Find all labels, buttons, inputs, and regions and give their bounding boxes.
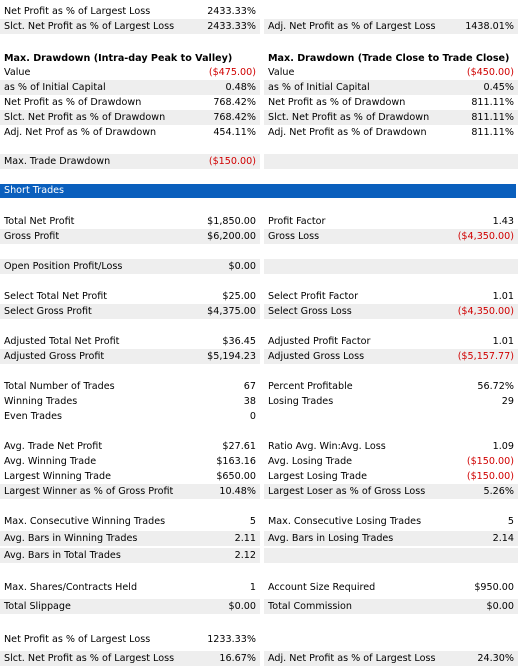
section-header-short-trades [0,184,516,198]
metric-label: Slct. Net Profit as % of Drawdown [268,112,430,123]
metric-value: 811.11% [471,97,514,108]
metric-value: 67 [243,381,256,392]
metric-left-cell [0,394,260,409]
metric-row [0,19,518,34]
metric-label: Adjusted Profit Factor [268,336,371,347]
metric-right-cell [264,110,518,125]
metric-label: Total Number of Trades [4,381,115,392]
metric-value: $36.45 [222,336,256,347]
metric-label: Total Commission [268,601,352,612]
metric-right-cell [264,65,518,80]
metric-value: 2.11 [234,533,256,544]
metric-value: 16.67% [219,653,256,664]
metric-value: ($150.00) [208,156,256,167]
metric-right-cell [264,469,518,484]
metric-label: Largest Loser as % of Gross Loss [268,486,426,497]
metric-row [0,599,518,614]
metric-row [0,304,518,319]
metric-left-cell [0,154,260,169]
metric-left-cell [0,125,260,140]
metric-value: 56.72% [477,381,514,392]
metric-right-cell [264,289,518,304]
metric-value: $1,850.00 [207,216,256,227]
metric-left-cell [0,379,260,394]
metric-label: Value [268,67,295,78]
metric-right-cell [264,632,518,647]
metric-left-cell [0,469,260,484]
metric-left-cell [0,484,260,499]
metric-left-cell [0,439,260,454]
metric-left-cell [0,19,260,34]
metric-row [0,154,518,169]
metric-right-cell [264,19,518,34]
metric-row [0,95,518,110]
metric-right-cell [264,548,518,563]
metric-left-cell [0,454,260,469]
metric-value: $25.00 [222,291,256,302]
metric-row [0,214,518,229]
metric-left-cell [0,409,260,424]
metric-row [0,4,518,19]
metric-value: $163.16 [216,456,256,467]
metric-right-cell [264,125,518,140]
metric-row [0,125,518,140]
metric-label: Largest Winning Trade [4,471,112,482]
metric-label: Largest Losing Trade [268,471,367,482]
metric-value: 768.42% [213,97,256,108]
metric-right-cell [264,454,518,469]
metric-value: $650.00 [216,471,256,482]
metric-value: 0 [249,411,256,422]
metric-value: $5,194.23 [207,351,256,362]
metric-row [0,632,518,647]
metric-label: Avg. Winning Trade [4,456,97,467]
metric-row [0,439,518,454]
metric-label: Avg. Bars in Losing Trades [268,533,394,544]
metric-label: Adj. Net Profit as % of Drawdown [268,127,427,138]
drawdown-intraday-title: Max. Drawdown (Intra-day Peak to Valley) [4,53,233,64]
metric-label: Slct. Net Profit as % of Largest Loss [4,653,175,664]
metric-row [0,65,518,80]
metric-value: 5.26% [483,486,514,497]
metric-label: Net Profit as % of Largest Loss [4,634,151,645]
metric-label: as % of Initial Capital [4,82,106,93]
metric-value: 811.11% [471,127,514,138]
metric-right-cell [264,214,518,229]
metric-left-cell [0,289,260,304]
metric-row [0,531,518,546]
metric-value: 768.42% [213,112,256,123]
metric-label: Open Position Profit/Loss [4,261,123,272]
metric-label: Max. Consecutive Winning Trades [4,516,166,527]
metric-left-cell [0,651,260,666]
metric-value: ($150.00) [466,471,514,482]
metric-left-cell [0,531,260,546]
metric-right-cell [264,580,518,595]
metric-value: ($450.00) [466,67,514,78]
metric-label: Gross Profit [4,231,60,242]
metric-value: 1.09 [492,441,514,452]
metric-value: 811.11% [471,112,514,123]
metric-row [0,80,518,95]
metric-label: Adj. Net Prof as % of Drawdown [4,127,157,138]
metric-left-cell [0,110,260,125]
metric-value: ($475.00) [208,67,256,78]
metric-label: Even Trades [4,411,63,422]
metric-row [0,409,518,424]
metric-value: 5 [507,516,514,527]
metric-right-cell [264,229,518,244]
metric-left-cell [0,334,260,349]
metric-right-cell [264,95,518,110]
metric-label: Avg. Losing Trade [268,456,353,467]
metric-left-cell [0,514,260,529]
metric-value: 2433.33% [207,6,256,17]
metric-label: Max. Consecutive Losing Trades [268,516,422,527]
metric-value: 1438.01% [465,21,514,32]
metric-value: 29 [501,396,514,407]
metric-label: Ratio Avg. Win:Avg. Loss [268,441,386,452]
metric-label: Adjusted Gross Loss [268,351,365,362]
metric-right-cell [264,514,518,529]
metric-value: 2433.33% [207,21,256,32]
metric-label: Select Profit Factor [268,291,359,302]
metric-label: Adj. Net Profit as % of Largest Loss [268,653,436,664]
metric-left-cell [0,214,260,229]
metric-label: Avg. Bars in Winning Trades [4,533,138,544]
metric-right-cell [264,80,518,95]
metric-label: Select Total Net Profit [4,291,108,302]
metric-label: Adjusted Gross Profit [4,351,105,362]
metric-value: $0.00 [228,261,256,272]
metric-label: Max. Trade Drawdown [4,156,111,167]
metric-label: Winning Trades [4,396,78,407]
metric-row [0,229,518,244]
metric-right-cell [264,484,518,499]
metric-value: $6,200.00 [207,231,256,242]
metric-value: 24.30% [477,653,514,664]
metric-left-cell [0,304,260,319]
metric-right-cell [264,379,518,394]
metric-left-cell [0,259,260,274]
metric-label: Adj. Net Profit as % of Largest Loss [268,21,436,32]
metric-left-cell [0,632,260,647]
metric-right-cell [264,334,518,349]
metric-row [0,454,518,469]
metric-label: Gross Loss [268,231,320,242]
metric-value: $0.00 [228,601,256,612]
metric-row [0,580,518,595]
metric-label: Adjusted Total Net Profit [4,336,120,347]
metric-value: $950.00 [474,582,514,593]
metric-right-cell [264,531,518,546]
metric-row [0,469,518,484]
metric-right-cell [264,651,518,666]
metric-right-cell [264,4,518,19]
metric-left-cell [0,349,260,364]
metric-value: 0.45% [483,82,514,93]
metric-label: Select Gross Profit [4,306,92,317]
metric-label: Select Gross Loss [268,306,352,317]
metric-value: ($5,157.77) [457,351,514,362]
metric-value: 1.01 [492,291,514,302]
metric-right-cell [264,259,518,274]
metric-label: Avg. Trade Net Profit [4,441,103,452]
metric-label: Slct. Net Profit as % of Drawdown [4,112,166,123]
metric-left-cell [0,4,260,19]
metric-right-cell [264,304,518,319]
metric-label: as % of Initial Capital [268,82,370,93]
metric-right-cell [264,599,518,614]
metric-row [0,110,518,125]
metric-value: 5 [249,516,256,527]
metric-row [0,334,518,349]
metric-label: Net Profit as % of Drawdown [4,97,142,108]
metric-label: Total Net Profit [4,216,75,227]
metric-label: Largest Winner as % of Gross Profit [4,486,174,497]
metric-value: 0.48% [225,82,256,93]
metric-row [0,379,518,394]
metric-left-cell [0,95,260,110]
metric-label: Net Profit as % of Drawdown [268,97,406,108]
metric-right-cell [264,154,518,169]
metric-row [0,484,518,499]
metric-left-cell [0,80,260,95]
drawdown-trade-close-title: Max. Drawdown (Trade Close to Trade Close) [268,53,510,64]
metric-row [0,259,518,274]
metric-left-cell [0,599,260,614]
metric-row [0,394,518,409]
metric-left-cell [0,229,260,244]
metric-right-cell [264,439,518,454]
metric-value: 2.14 [492,533,514,544]
metric-value: $4,375.00 [207,306,256,317]
drawdown-header-row [0,51,518,66]
metric-label: Max. Shares/Contracts Held [4,582,138,593]
metric-value: 1.01 [492,336,514,347]
metric-label: Slct. Net Profit as % of Largest Loss [4,21,175,32]
metric-value: $27.61 [222,441,256,452]
metric-right-cell [264,349,518,364]
metric-left-cell [0,548,260,563]
metric-value: ($4,350.00) [457,306,514,317]
metric-value: 1233.33% [207,634,256,645]
metric-right-cell [264,394,518,409]
metric-label: Value [4,67,31,78]
metric-row [0,349,518,364]
metric-label: Percent Profitable [268,381,353,392]
metric-row [0,548,518,563]
metric-value: $0.00 [486,601,514,612]
metric-label: Account Size Required [268,582,376,593]
metric-value: 1.43 [492,216,514,227]
metric-right-cell [264,409,518,424]
metric-label: Avg. Bars in Total Trades [4,550,121,561]
metric-row [0,651,518,666]
metric-left-cell [0,580,260,595]
metric-value: 10.48% [219,486,256,497]
section-title: Short Trades [4,185,65,196]
metric-left-cell [0,65,260,80]
metric-label: Net Profit as % of Largest Loss [4,6,151,17]
metric-row [0,514,518,529]
metric-row [0,289,518,304]
metric-label: Total Slippage [4,601,71,612]
metric-value: ($150.00) [466,456,514,467]
metric-value: 454.11% [213,127,256,138]
metric-value: 1 [249,582,256,593]
metric-value: 2.12 [234,550,256,561]
metric-label: Profit Factor [268,216,326,227]
metric-value: 38 [243,396,256,407]
metric-label: Losing Trades [268,396,334,407]
metric-value: ($4,350.00) [457,231,514,242]
